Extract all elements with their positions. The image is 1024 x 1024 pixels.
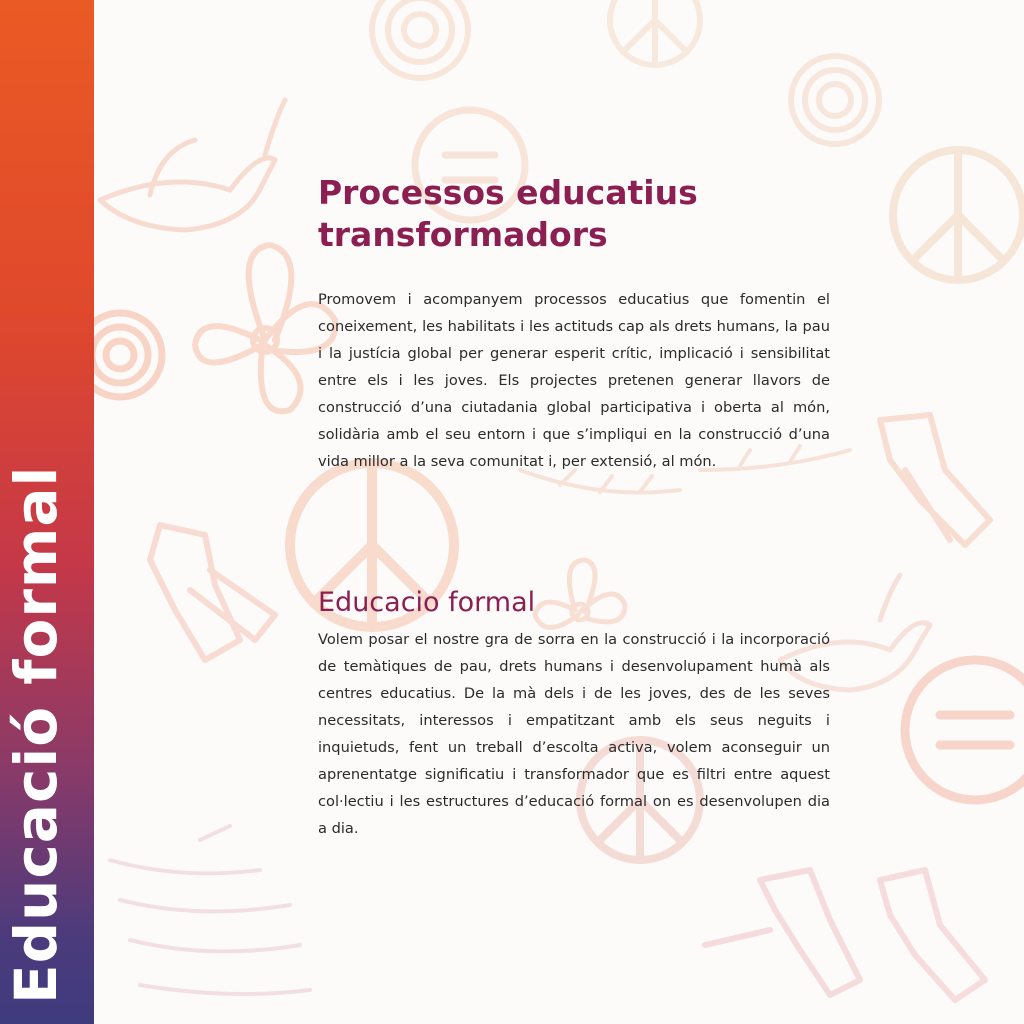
section-heading: Processos educatius transformadors bbox=[318, 173, 698, 254]
section-paragraph: Promovem i acompanyem processos educatius que fomentin el coneixement, les habilitats i les actituds cap als drets humans, la pau i la justícia global per generar esperit crític, implicació i sensibilitat entre els i les joves. Els projectes pretenen generar llavors de construcció d’una ciutadania global participativa i oberta al món, solidària amb el seu entorn i que s’impliqui en la construcció d’una vida millor a la seva comunitat i, per extensió, al món. bbox=[318, 291, 830, 470]
spiral-icon bbox=[791, 56, 879, 144]
raised-fist-icon bbox=[880, 415, 990, 545]
olive-branch-icon bbox=[110, 826, 310, 994]
sidebar-title: Educació formal bbox=[2, 465, 70, 1004]
content-column bbox=[318, 172, 830, 842]
peace-sign-icon bbox=[610, 0, 700, 65]
subsection-paragraph: Volem posar el nostre gra de sorra en la construcció i la incorporació de temàtiques de pau, drets humans i desenvolupament humà als centres educatius. De la mà dels i de les joves, des de les seves necessitats, interessos i empatitzant amb els seus neguits i inquietuds, fent un treball d’escolta activa, volem aconseguir un aprenentatge significatiu i transformador que es filtri entre aquest col·lectiu i les estructures d’educació formal on es desenvolupen dia a dia. bbox=[318, 631, 830, 837]
equal-sign-icon bbox=[905, 660, 1024, 800]
spiral-icon bbox=[94, 313, 162, 397]
flower-icon bbox=[195, 245, 335, 411]
spiral-icon bbox=[372, 0, 468, 78]
subsection-heading: Educacio formal bbox=[318, 587, 536, 618]
sidebar-band bbox=[0, 0, 94, 1024]
raised-fist-icon bbox=[705, 870, 985, 1000]
dove-icon bbox=[100, 100, 285, 230]
peace-sign-icon bbox=[893, 150, 1023, 280]
raised-fist-icon bbox=[150, 525, 275, 660]
